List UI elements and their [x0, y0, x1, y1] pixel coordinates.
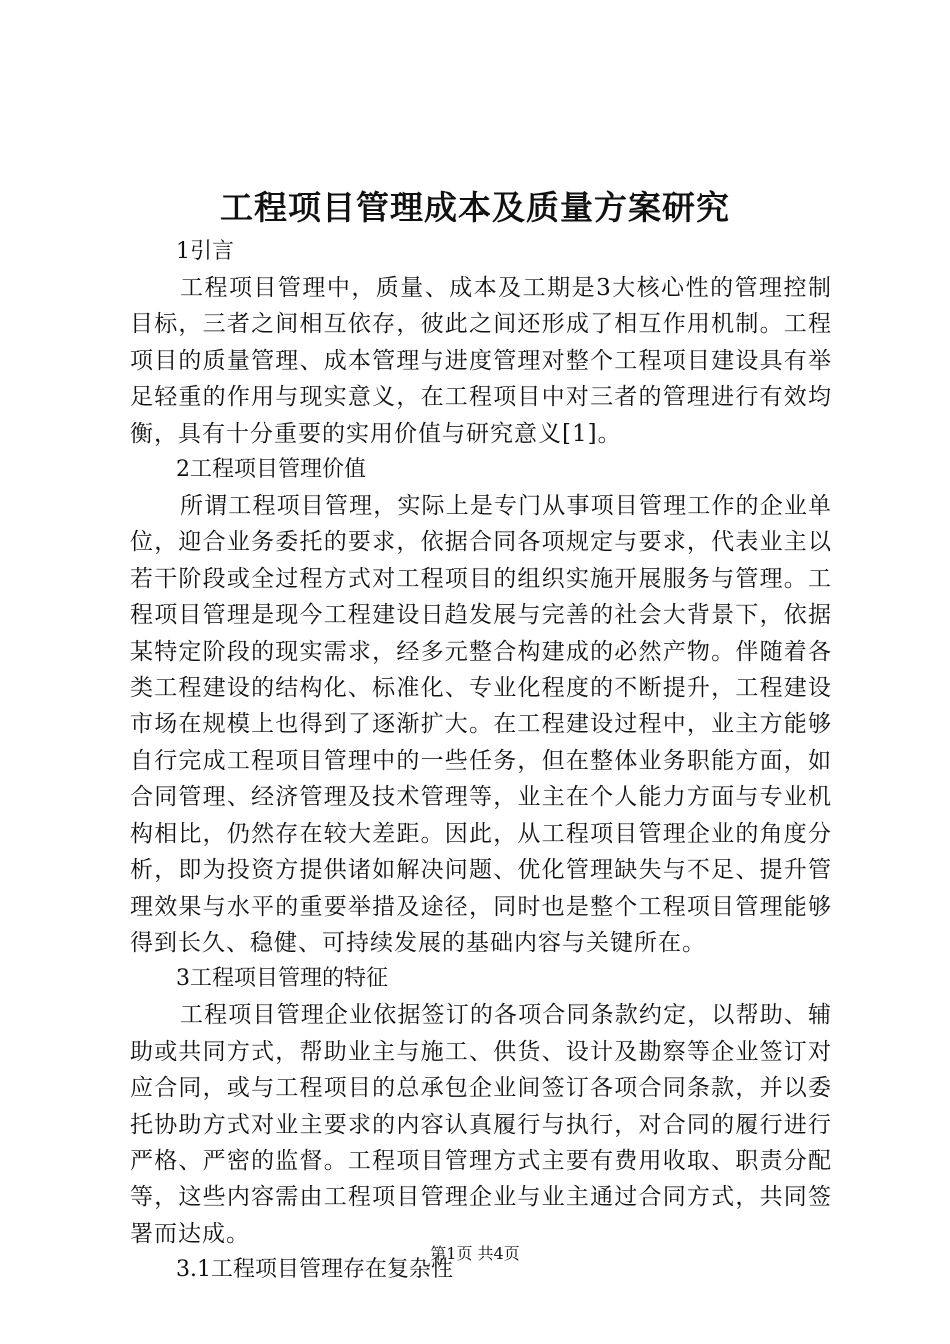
section-heading-project-management-value: 2工程项目管理价值 — [176, 457, 366, 483]
section-heading-project-management-features: 3工程项目管理的特征 — [176, 966, 388, 992]
section-heading-introduction: 1引言 — [176, 239, 234, 264]
page-footer: 第1页 共4页 — [430, 1244, 520, 1263]
paragraph-project-management-value: 所谓工程项目管理，实际上是专门从事项目管理工作的企业单位，迎合业务委托的要求，依据合同各项规定与要求，代表业主以若干阶段或全过程方式对工程项目的组织实施开展服务与管理。工程项目管理是现今工程建设日趋发展与完善的社会大背景下，依据某特定阶段的现实需求，经多元整合构建成的必然产物。伴随着各类工程建设的结构化、标准化、专业化程度的不断提升，工程建设市场在规模上也得到了逐渐扩大。在工程建设过程中，业主方能够自行完成工程项目管理中的一些任务，但在整体业务职能方面，如合同管理、经济管理及技术管理等，业主在个人能力方面与专业机构相比，仍然存在较大差距。因此，从工程项目管理企业的角度分析，即为投资方提供诸如解决问题、优化管理缺失与不足、提升管理效果与水平的重要举措及途径，同时也是整个工程项目管理能够得到长久、稳健、可持续发展的基础内容与关键所在。 — [130, 493, 832, 956]
paragraph-introduction: 工程项目管理中，质量、成本及工期是3大核心性的管理控制目标，三者之间相互依存，彼此之间还形成了相互作用机制。工程项目的质量管理、成本管理与进度管理对整个工程项目建设具有举足轻重的作用与现实意义，在工程项目中对三者的管理进行有效均衡，具有十分重要的实用价值与研究意义[1]。 — [130, 275, 832, 447]
subsection-heading-complexity: 3.1工程项目管理存在复杂性 — [176, 1257, 453, 1283]
document-body — [130, 234, 832, 1288]
paragraph-project-management-features: 工程项目管理企业依据签订的各项合同条款约定，以帮助、辅助或共同方式，帮助业主与施工、供货、设计及勘察等企业签订对应合同，或与工程项目的总承包企业间签订各项合同条款，并以委托协助方式对业主要求的内容认真履行与执行，对合同的履行进行严格、严密的监督。工程项目管理方式主要有费用收取、职责分配等，这些内容需由工程项目管理企业与业主通过合同方式，共同签署而达成。 — [130, 1002, 832, 1247]
document-title: 工程项目管理成本及质量方案研究 — [220, 188, 730, 227]
